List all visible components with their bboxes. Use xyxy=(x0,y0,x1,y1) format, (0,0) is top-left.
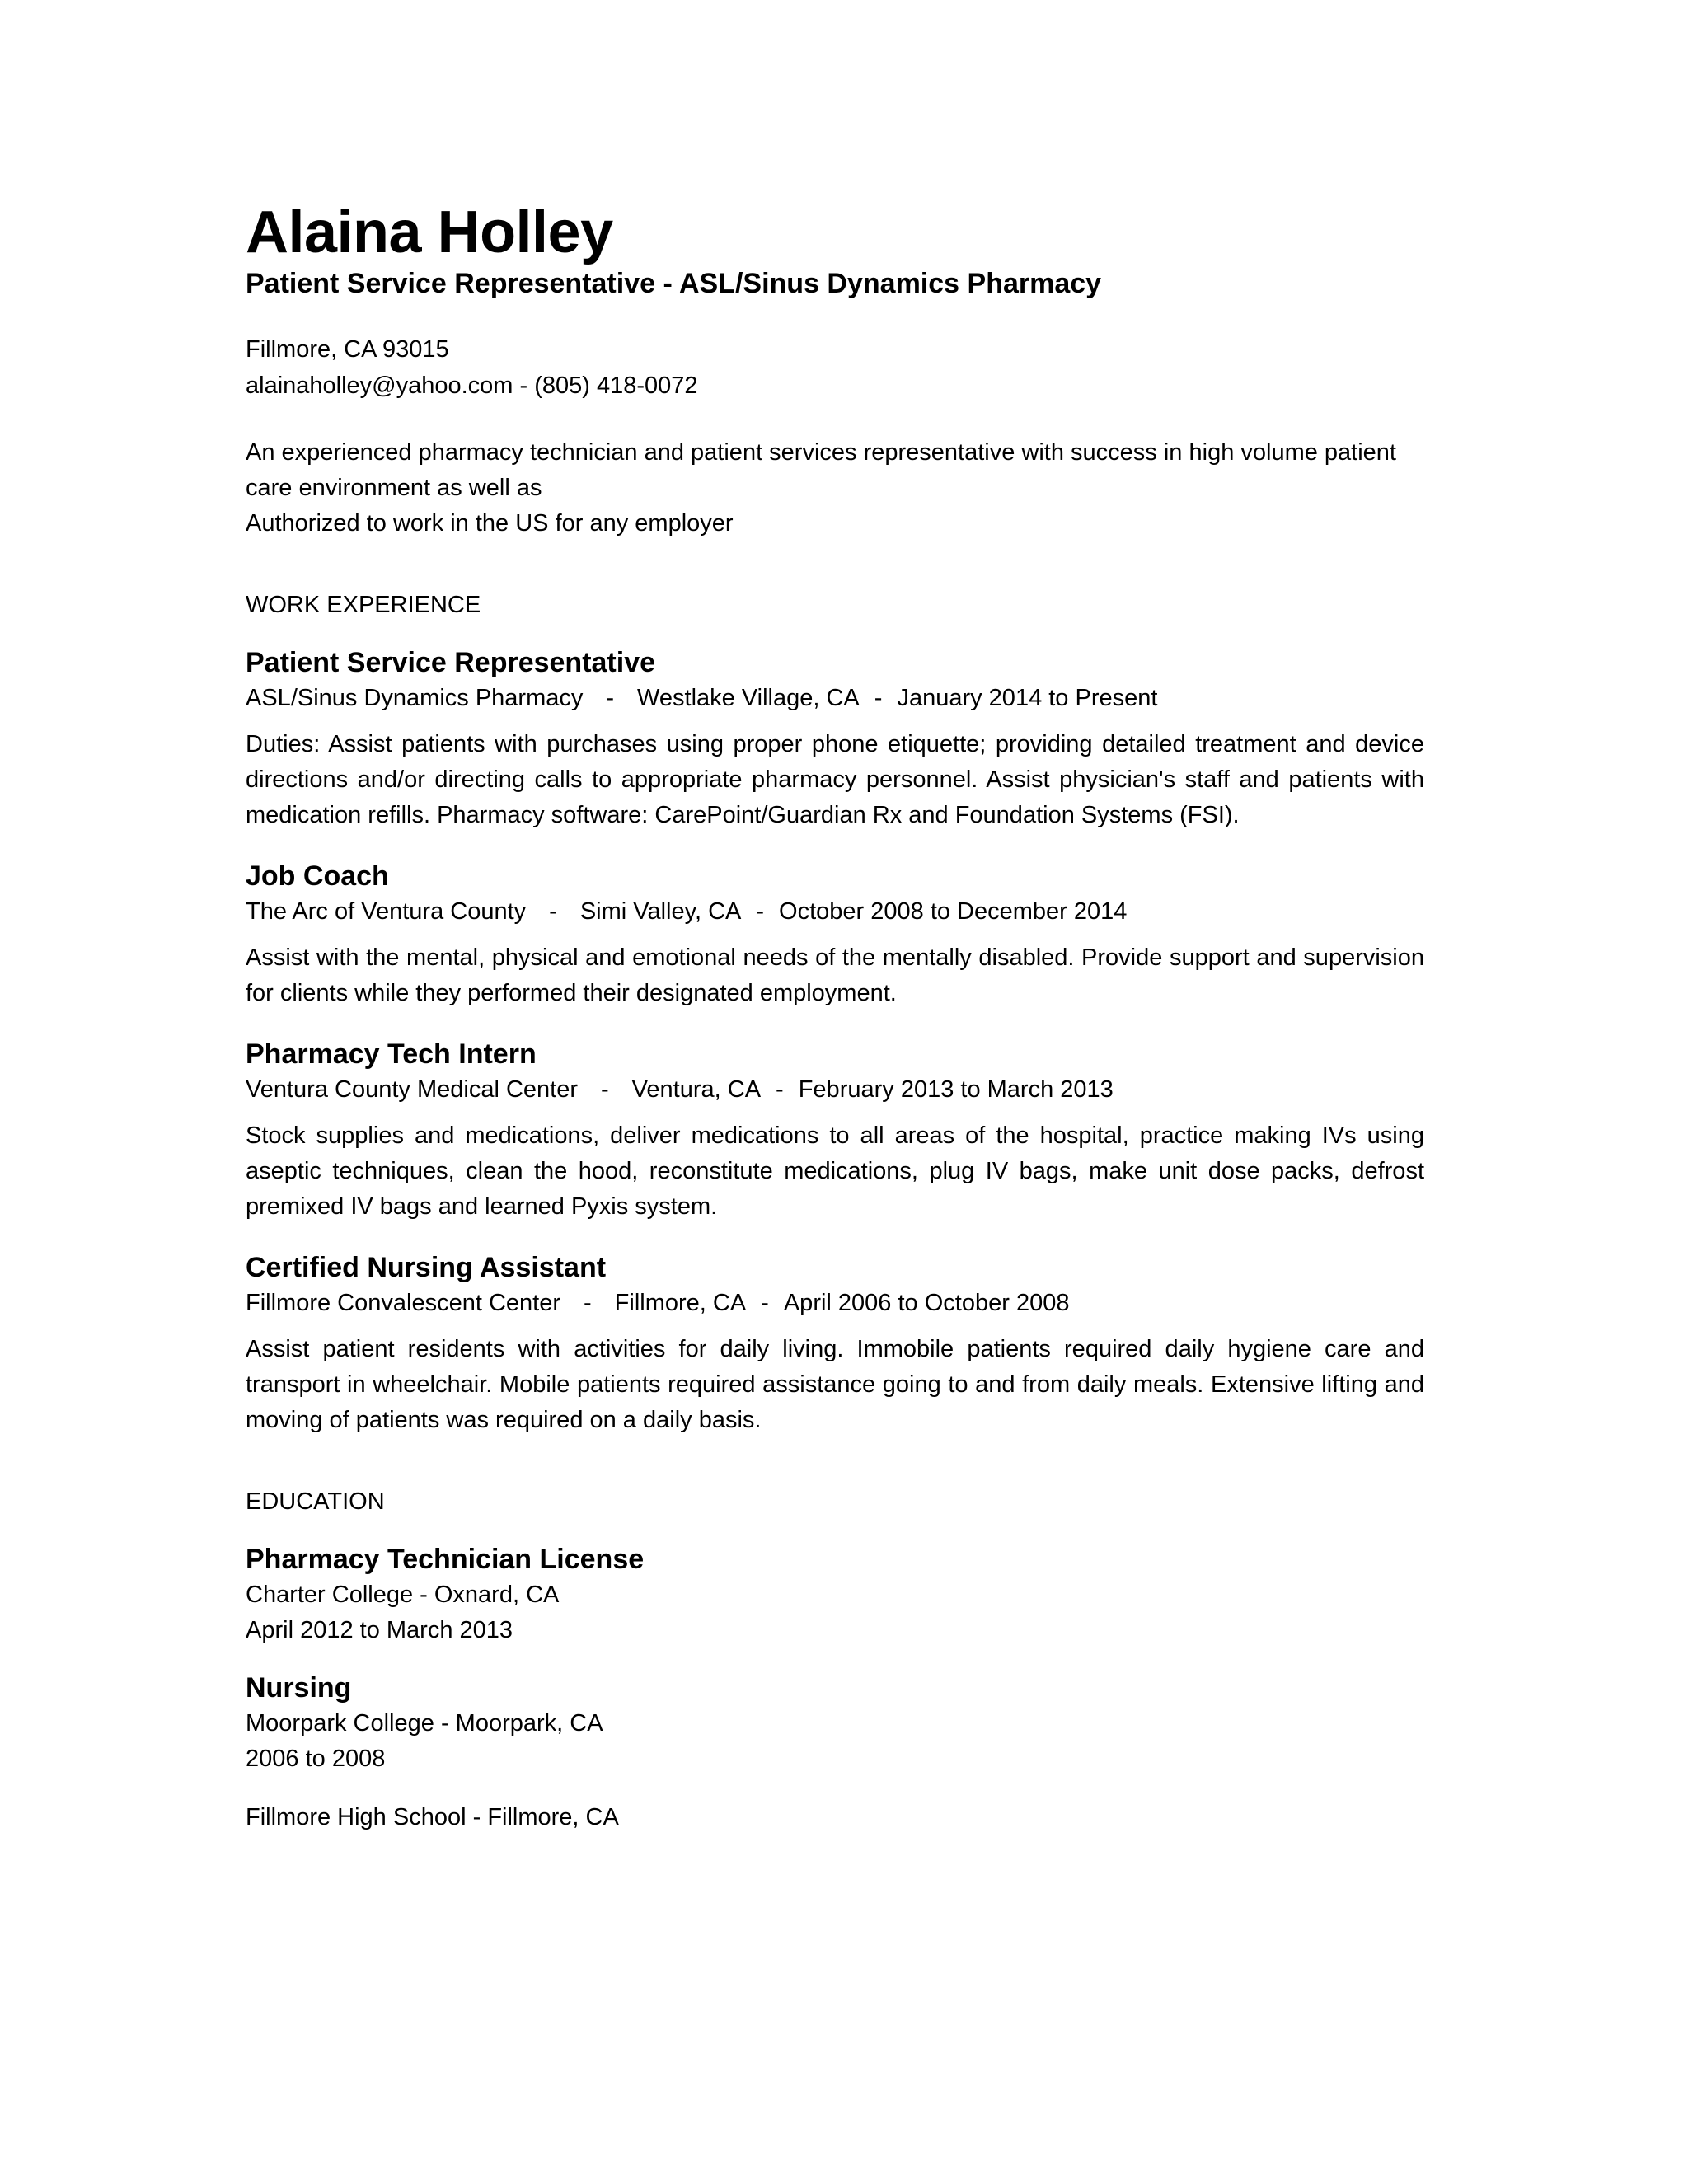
separator: - xyxy=(601,1076,609,1103)
job-dates: January 2014 to Present xyxy=(897,685,1158,711)
job-meta xyxy=(246,894,1424,929)
separator: - xyxy=(549,898,557,925)
job-title: Certified Nursing Assistant xyxy=(246,1252,607,1283)
job-dates: February 2013 to March 2013 xyxy=(798,1076,1114,1103)
job-dates: October 2008 to December 2014 xyxy=(779,898,1128,925)
job-meta xyxy=(246,681,1424,715)
job-entry xyxy=(246,644,1424,833)
education-list xyxy=(246,1541,1424,1835)
separator: - xyxy=(606,685,615,711)
education-school: Moorpark College - Moorpark, CA xyxy=(246,1710,603,1736)
job-location: Fillmore, CA xyxy=(614,1290,747,1316)
job-location: Ventura, CA xyxy=(631,1076,762,1103)
job-title: Patient Service Representative xyxy=(246,647,656,678)
job-description: Assist with the mental, physical and emotional needs of the mentally disabled. Provide support and supervision for clients while they performed their designated employment. xyxy=(246,944,1424,1006)
work-authorization: Authorized to work in the US for any employer xyxy=(246,510,734,537)
job-location: Westlake Village, CA xyxy=(637,685,860,711)
summary-text: An experienced pharmacy technician and patient services representative with success in high volume patient care environment as well as xyxy=(246,439,1396,501)
separator: - xyxy=(874,685,883,711)
candidate-headline: Patient Service Representative - ASL/Sinus Dynamics Pharmacy xyxy=(246,268,1102,299)
work-experience-heading: WORK EXPERIENCE xyxy=(246,592,481,618)
job-entry xyxy=(246,1249,1424,1438)
job-description: Stock supplies and medications, deliver medications to all areas of the hospital, practice making IVs using aseptic techniques, clean the hood, reconstitute medications, plug IV bags, make unit dose packs, defrost premixed IV bags and learned Pyxis system. xyxy=(246,1122,1424,1220)
job-company: ASL/Sinus Dynamics Pharmacy xyxy=(246,685,584,711)
job-title: Job Coach xyxy=(246,860,389,892)
education-entry xyxy=(246,1541,1424,1648)
job-entry xyxy=(246,1036,1424,1225)
job-company: Ventura County Medical Center xyxy=(246,1076,578,1103)
separator: - xyxy=(761,1290,769,1316)
education-entry xyxy=(246,1670,1424,1777)
job-location: Simi Valley, CA xyxy=(579,898,742,925)
work-experience-list xyxy=(246,644,1424,1438)
summary-block xyxy=(246,435,1424,541)
job-entry xyxy=(246,858,1424,1011)
candidate-name: Alaina Holley xyxy=(246,199,613,265)
education-title: Nursing xyxy=(246,1672,352,1704)
education-dates: 2006 to 2008 xyxy=(246,1746,386,1772)
contact-email-phone: alainaholley@yahoo.com - (805) 418-0072 xyxy=(246,373,698,399)
job-title: Pharmacy Tech Intern xyxy=(246,1038,537,1070)
job-meta xyxy=(246,1072,1424,1107)
job-company: Fillmore Convalescent Center xyxy=(246,1290,560,1316)
resume-content xyxy=(246,198,1424,1835)
separator: - xyxy=(756,898,765,925)
contact-block xyxy=(246,331,1424,404)
education-school: Charter College - Oxnard, CA xyxy=(246,1582,560,1608)
separator: - xyxy=(583,1290,592,1316)
job-description: Assist patient residents with activities for daily living. Immobile patients required daily hygiene care and transport in wheelchair. Mobile patients required assistance going to and from daily meals. Extensive lifting and moving of patients was required on a daily basis. xyxy=(246,1336,1424,1433)
job-description: Duties: Assist patients with purchases using proper phone etiquette; providing detailed treatment and device directions and/or directing calls to appropriate pharmacy personnel. Assist physician's staff and patients with medication refills. Pharmacy software: CarePoint/Guardian Rx and Foundation Systems (FSI). xyxy=(246,731,1424,828)
education-heading: EDUCATION xyxy=(246,1488,385,1515)
separator: - xyxy=(776,1076,784,1103)
education-high-school: Fillmore High School - Fillmore, CA xyxy=(246,1804,619,1830)
job-company: The Arc of Ventura County xyxy=(246,898,527,925)
education-dates: April 2012 to March 2013 xyxy=(246,1617,513,1643)
contact-location: Fillmore, CA 93015 xyxy=(246,336,449,363)
job-dates: April 2006 to October 2008 xyxy=(783,1290,1070,1316)
job-meta xyxy=(246,1286,1424,1320)
education-title: Pharmacy Technician License xyxy=(246,1544,645,1575)
